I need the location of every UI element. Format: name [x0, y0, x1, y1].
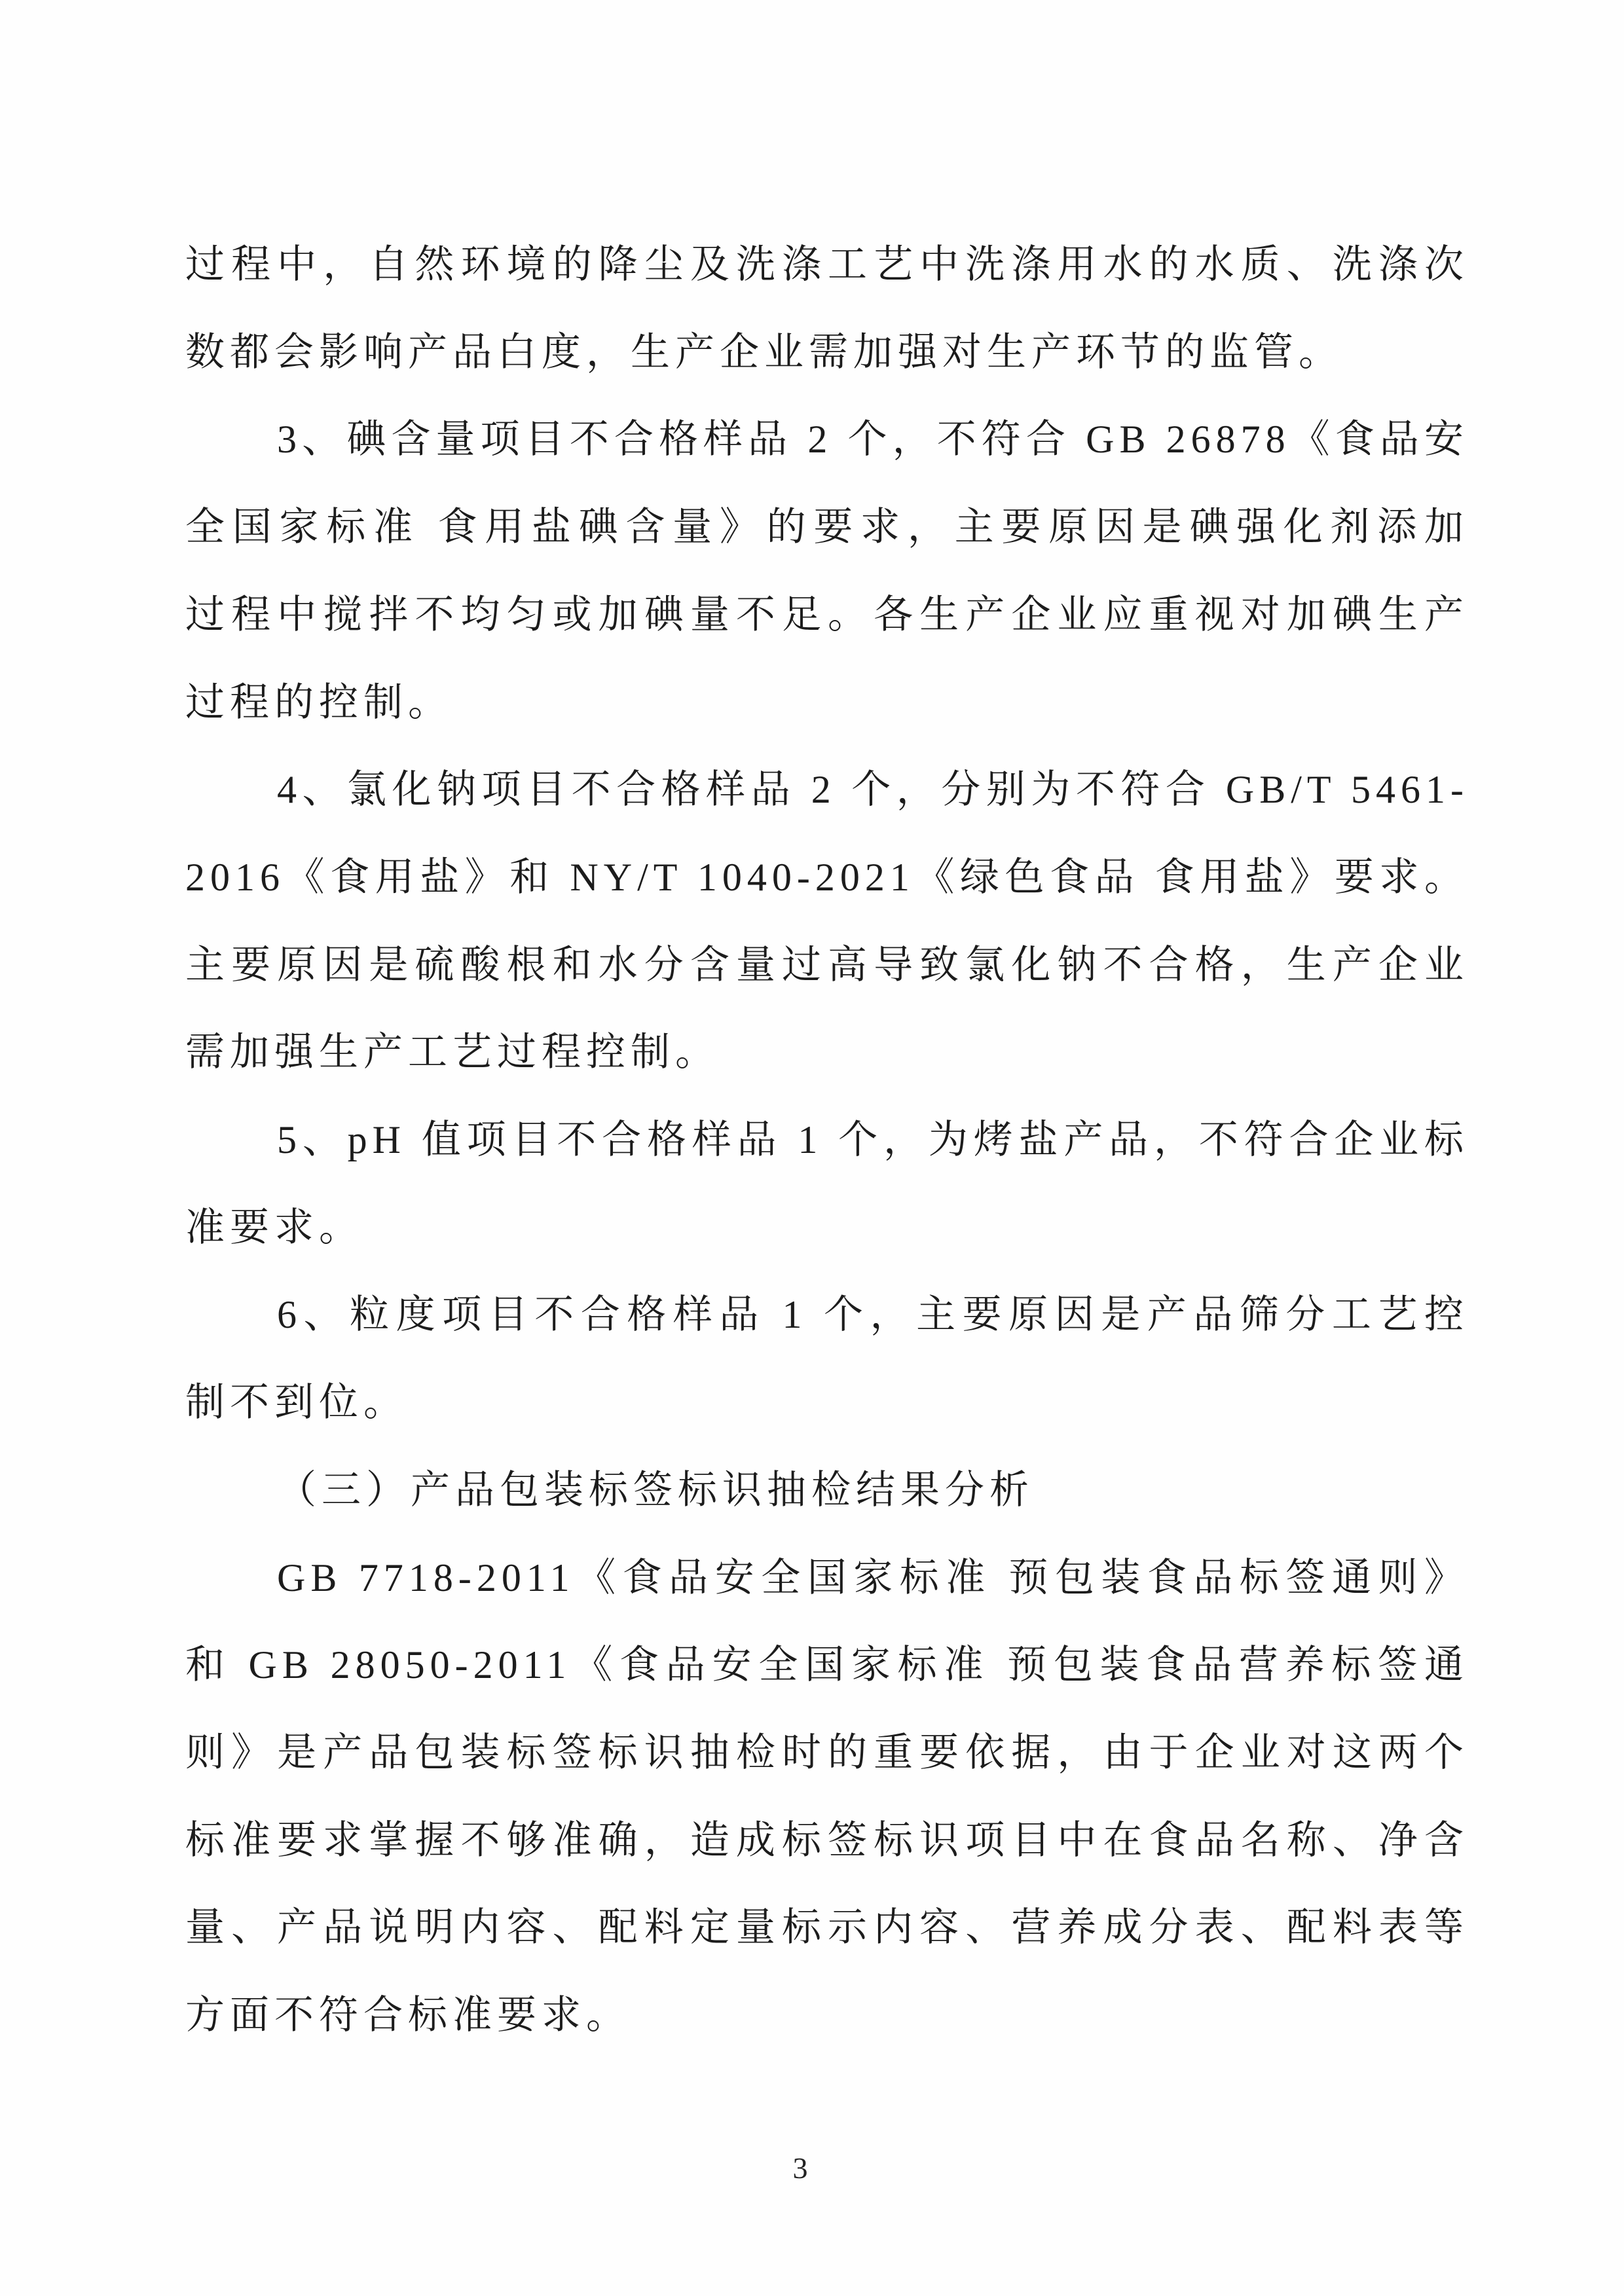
- text-line: 5、pH 值项目不合格样品 1 个，为烤盐产品，不符合企业标: [277, 1118, 1469, 1162]
- text-line: 方面不符合标准要求。: [185, 1994, 631, 2037]
- text-line: GB 7718-2011《食品安全国家标准 预包装食品标签通则》: [277, 1556, 1469, 1599]
- text-line: 标准要求掌握不够准确，造成标签标识项目中在食品名称、净含: [185, 1818, 1469, 1862]
- text-line: 3、碘含量项目不合格样品 2 个，不符合 GB 26878《食品安: [277, 418, 1469, 462]
- text-line: 准要求。: [185, 1205, 363, 1249]
- text-line: 数都会影响产品白度，生产企业需加强对生产环节的监管。: [185, 330, 1343, 374]
- text-line: 则》是产品包装标签标识抽检时的重要依据，由于企业对这两个: [185, 1730, 1469, 1774]
- text-line: 4、氯化钠项目不合格样品 2 个，分别为不符合 GB/T 5461-: [277, 768, 1469, 812]
- text-line: 制不到位。: [185, 1381, 408, 1425]
- text-line: 过程的控制。: [185, 680, 452, 724]
- text-line: 需加强生产工艺过程控制。: [185, 1030, 720, 1074]
- page-number: 3: [792, 2151, 808, 2185]
- text-line: 主要原因是硫酸根和水分含量过高导致氯化钠不合格，生产企业: [185, 943, 1469, 987]
- text-line: 和 GB 28050-2011《食品安全国家标准 预包装食品营养标签通: [185, 1643, 1469, 1687]
- text-line: 2016《食用盐》和 NY/T 1040-2021《绿色食品 食用盐》要求。: [185, 855, 1469, 899]
- text-line: 6、粒度项目不合格样品 1 个，主要原因是产品筛分工艺控: [277, 1293, 1469, 1337]
- text-line: 量、产品说明内容、配料定量标示内容、营养成分表、配料表等: [185, 1906, 1469, 1950]
- text-line: （三）产品包装标签标识抽检结果分析: [277, 1468, 1034, 1512]
- text-line: 全国家标准 食用盐碘含量》的要求，主要原因是碘强化剂添加: [185, 505, 1469, 549]
- text-line: 过程中，自然环境的降尘及洗涤工艺中洗涤用水的水质、洗涤次: [185, 243, 1469, 286]
- text-line: 过程中搅拌不均匀或加碘量不足。各生产企业应重视对加碘生产: [185, 592, 1469, 636]
- document-body-text: [185, 221, 1469, 2060]
